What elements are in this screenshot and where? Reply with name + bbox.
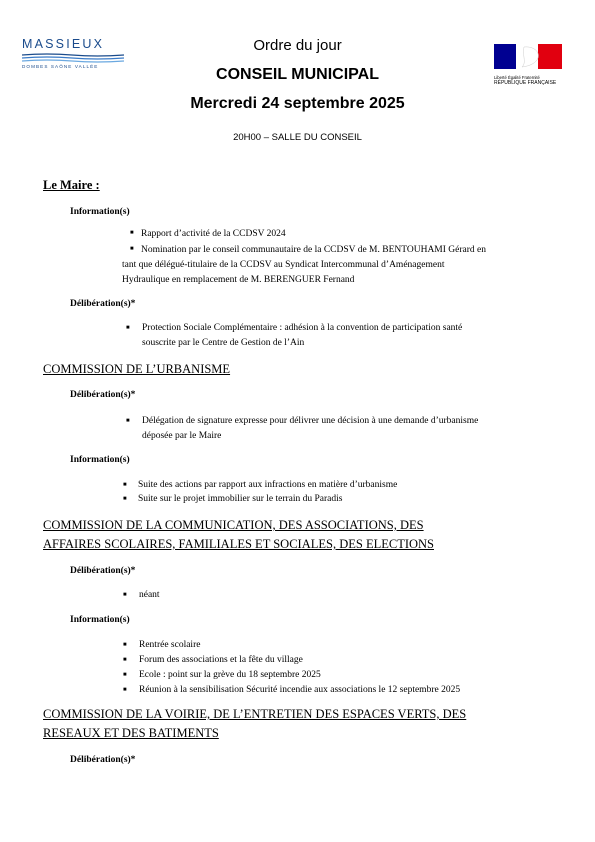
info-label: Information(s) — [70, 455, 130, 465]
bullet-icon: ■ — [123, 496, 127, 502]
list-item: Suite sur le projet immobilier sur le terrain du Paradis — [138, 494, 343, 504]
bullet-icon: ■ — [123, 672, 127, 678]
council-title: CONSEIL MUNICIPAL — [216, 66, 379, 83]
list-item: néant — [139, 590, 160, 600]
list-item: Ecole : point sur la grève du 18 septembre 2025 — [139, 670, 321, 680]
logo-republique-text: RÉPUBLIQUE FRANÇAISE — [494, 80, 557, 86]
deliberation-label: Délibération(s)* — [70, 299, 136, 309]
info-label: Information(s) — [70, 615, 130, 625]
section-title-line: AFFAIRES SCOLAIRES, FAMILIALES ET SOCIALES, DES ELECTIONS — [43, 537, 434, 551]
list-item: Réunion à la sensibilisation Sécurité incendie aux associations le 12 septembre 2025 — [139, 685, 461, 695]
list-item: Suite des actions par rapport aux infractions en matière d’urbanisme — [138, 480, 398, 490]
info-label: Information(s) — [70, 207, 130, 217]
list-item-continued: souscrite par le Centre de Gestion de l’Ain — [142, 338, 305, 348]
bullet-icon: ■ — [123, 482, 127, 488]
list-item-continued: Hydraulique en remplacement de M. BERENGUER Fernand — [122, 275, 355, 285]
meeting-time-place: 20H00 – SALLE DU CONSEIL — [233, 132, 362, 143]
bullet-icon: ■ — [126, 325, 130, 331]
list-item: Nomination par le conseil communautaire de la CCDSV de M. BENTOUHAMI Gérard en — [141, 245, 487, 255]
section-title-urbanisme: COMMISSION DE L’URBANISME — [43, 362, 231, 376]
section-title-line: RESEAUX ET DES BATIMENTS — [43, 726, 219, 740]
bullet-icon: ■ — [123, 657, 127, 663]
logo-wordmark: MASSIEUX — [22, 37, 105, 51]
section-title-voirie — [43, 705, 553, 743]
list-item-continued: tant que délégué-titulaire de la CCDSV au Syndicat Intercommunal d’Aménagement — [122, 260, 445, 270]
list-item: Protection Sociale Complémentaire : adhésion à la convention de participation santé — [142, 323, 463, 333]
bullet-icon: ■ — [123, 592, 127, 598]
deliberation-label: Délibération(s)* — [70, 755, 136, 765]
logo-tagline: DOMBES SAÔNE VALLÉE — [22, 64, 99, 69]
deliberation-label: Délibération(s)* — [70, 390, 136, 400]
deliberation-label: Délibération(s)* — [70, 566, 136, 576]
section-title-communication — [43, 516, 553, 554]
bullet-icon: ■ — [123, 642, 127, 648]
page-title: Ordre du jour — [253, 37, 342, 54]
list-item: Délégation de signature expresse pour délivrer une décision à une demande d’urbanisme — [142, 416, 479, 426]
bullet-icon: ■ — [126, 418, 130, 424]
logo-motto: Liberté Égalité Fraternité — [494, 75, 540, 80]
list-item: Forum des associations et la fête du village — [139, 655, 303, 665]
section-title-maire: Le Maire : — [43, 178, 100, 192]
bullet-icon: ■ — [130, 230, 134, 236]
list-item: Rapport d’activité de la CCDSV 2024 — [141, 229, 286, 239]
list-item: Rentrée scolaire — [139, 640, 201, 650]
bullet-icon: ■ — [130, 246, 134, 252]
section-title-line: COMMISSION DE LA VOIRIE, DE L’ENTRETIEN DES ESPACES VERTS, DES — [43, 707, 467, 721]
list-item-continued: déposée par le Maire — [142, 431, 222, 441]
waves-icon — [22, 53, 124, 63]
section-title-line: COMMISSION DE LA COMMUNICATION, DES ASSOCIATIONS, DES — [43, 518, 424, 532]
meeting-date: Mercredi 24 septembre 2025 — [190, 95, 405, 112]
bullet-icon: ■ — [123, 687, 127, 693]
